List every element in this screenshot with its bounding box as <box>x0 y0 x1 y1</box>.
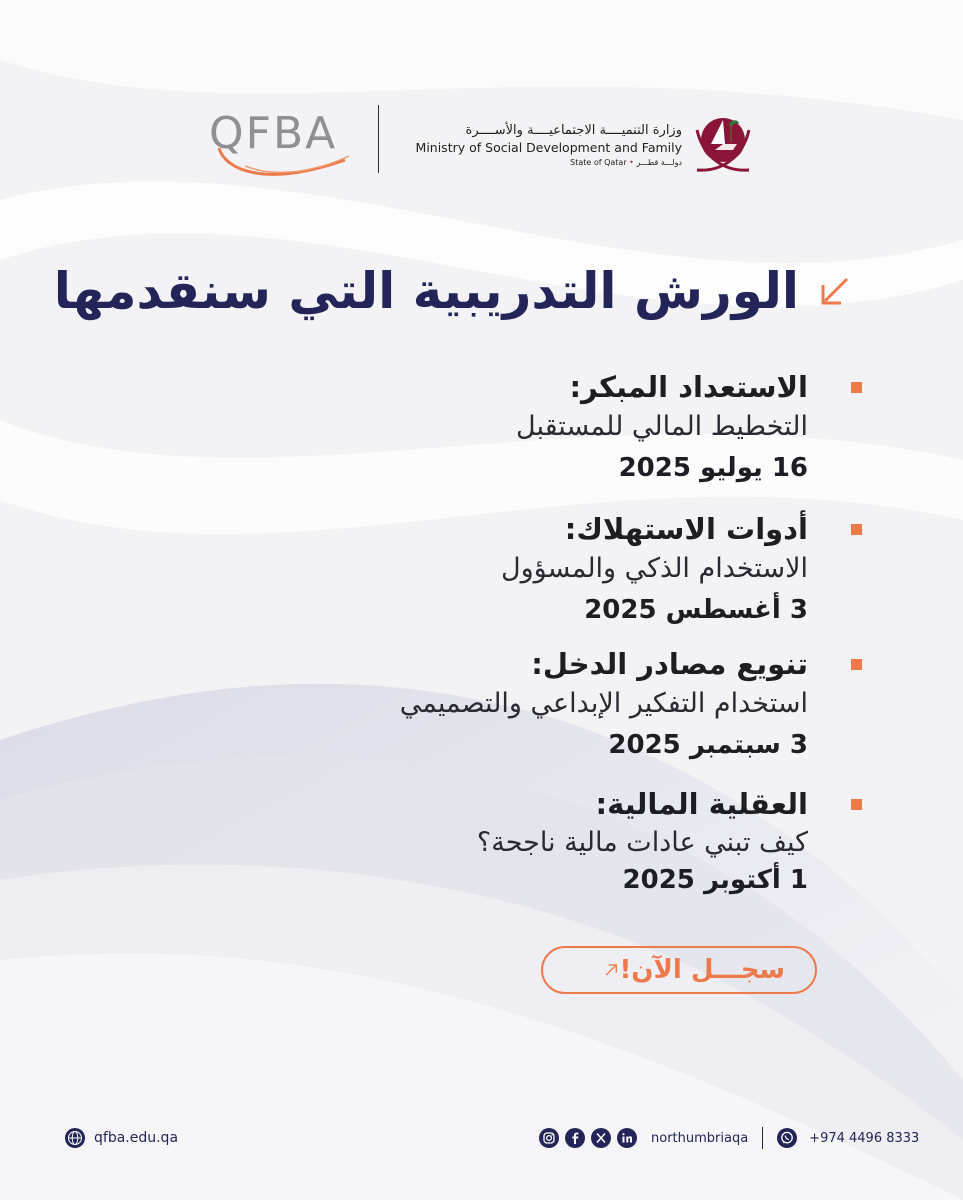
state-english: State of Qatar <box>570 158 627 167</box>
title-arrow-icon <box>817 273 853 309</box>
register-arrow-icon <box>603 957 619 983</box>
workshop-date: 16 يوليو 2025 <box>618 453 808 483</box>
qfba-logo <box>205 108 355 180</box>
register-label: سجـــل الآن! <box>619 955 785 985</box>
workshop-date: 1 أكتوبر 2025 <box>622 865 808 895</box>
header-divider <box>378 105 379 173</box>
bullet-icon <box>851 382 862 393</box>
workshop-subtitle: استخدام التفكير الإبداعي والتصميمي <box>399 688 808 719</box>
workshop-date: 3 أغسطس 2025 <box>584 595 808 625</box>
workshop-item <box>501 510 808 630</box>
website-link[interactable]: qfba.edu.qa <box>94 1130 179 1146</box>
phone-number[interactable]: +974 4496 8333 <box>809 1130 920 1146</box>
workshop-title: الاستعداد المبكر: <box>569 370 808 404</box>
register-button[interactable] <box>541 946 817 994</box>
linkedin-icon[interactable] <box>617 1128 637 1148</box>
footer-contacts <box>539 1127 919 1149</box>
facebook-icon[interactable] <box>565 1128 585 1148</box>
ministry-english: Ministry of Social Development and Family <box>415 140 682 155</box>
qfba-swoosh-icon <box>205 108 355 188</box>
ministry-name <box>410 122 682 167</box>
x-icon[interactable] <box>591 1128 611 1148</box>
workshop-subtitle: التخطيط المالي للمستقبل <box>516 411 808 442</box>
state-arabic: دولـــة قطـــر <box>636 158 682 167</box>
qfba-logo-text: QFBA <box>209 108 338 159</box>
workshop-item <box>516 368 808 488</box>
state-label: State of Qatar • دولـــة قطـــر <box>570 158 682 167</box>
workshop-subtitle: كيف تبني عادات مالية ناجحة؟ <box>476 827 808 858</box>
bullet-icon <box>851 799 862 810</box>
header <box>205 100 765 190</box>
workshop-title: أدوات الاستهلاك: <box>564 512 808 546</box>
workshop-title: تنويع مصادر الدخل: <box>531 647 808 681</box>
instagram-icon[interactable] <box>539 1128 559 1148</box>
page-title: الورش التدريبية التي سنقدمها <box>53 262 799 320</box>
ministry-arabic: وزارة التنميــــة الاجتماعيــــة والأســــرة <box>465 123 682 138</box>
qatar-emblem-icon <box>693 100 753 182</box>
social-handle[interactable]: northumbriaqa <box>651 1130 749 1146</box>
workshop-date: 3 سبتمبر 2025 <box>608 730 808 760</box>
workshop-subtitle: الاستخدام الذكي والمسؤول <box>501 553 808 584</box>
globe-icon <box>64 1127 86 1149</box>
bullet-icon <box>851 524 862 535</box>
workshop-title: العقلية المالية: <box>595 787 808 821</box>
workshop-item <box>400 645 808 765</box>
footer-divider <box>762 1127 763 1149</box>
bullet-icon <box>851 659 862 670</box>
workshop-item <box>477 785 808 897</box>
title-row <box>54 262 853 320</box>
footer-website[interactable] <box>64 1127 178 1149</box>
whatsapp-icon[interactable] <box>777 1128 797 1148</box>
